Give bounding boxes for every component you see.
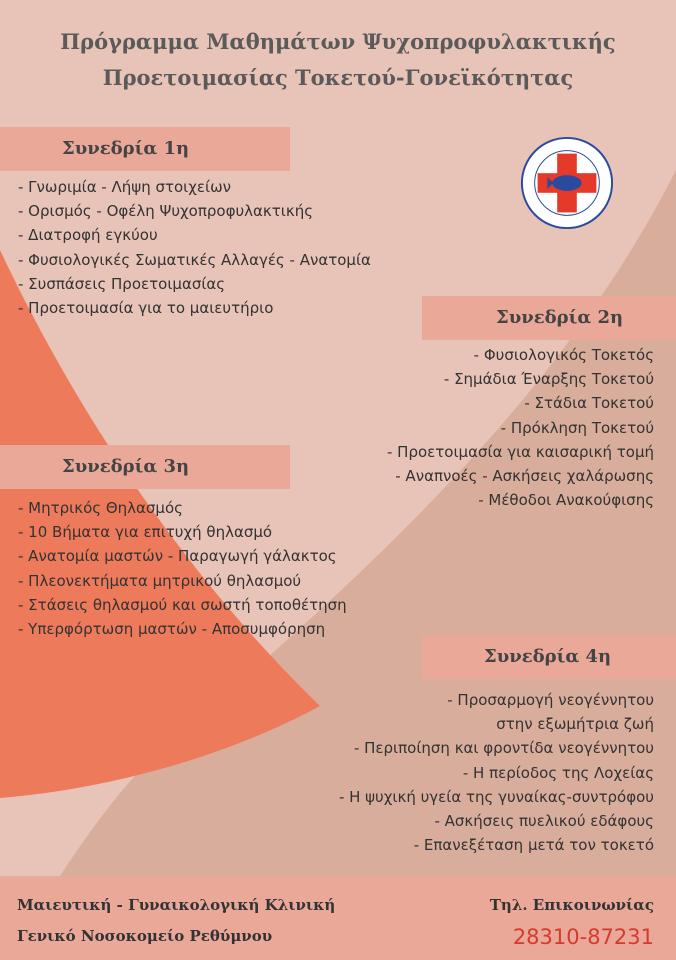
list-item: - Μητρικός Θηλασμός [18, 499, 183, 517]
list-item: - Γνωριμία - Λήψη στοιχείων [18, 178, 232, 196]
list-item: - Η ψυχική υγεία της γυναίκας-συντρόφου [338, 787, 654, 806]
hospital-name: Γενικό Νοσοκομείο Ρεθύμνου [17, 927, 273, 945]
list-item: - Επανεξέταση μετά τον τοκετό [413, 836, 654, 855]
footer-clinic-info [17, 890, 335, 952]
list-item: - Ανατομία μαστών - Παραγωγή γάλακτος [18, 547, 337, 566]
list-item: - Πρόκληση Τοκετού [500, 418, 654, 437]
list-item: - Περιποίηση και φροντίδα νεογέννητου [353, 739, 654, 758]
phone-number: 28310-87231 [512, 925, 654, 949]
session-3-heading: Συνεδρία 3η [0, 445, 290, 489]
session-2-list [387, 343, 654, 512]
list-item: - Αναπνοές - Ασκήσεις χαλάρωσης [395, 467, 654, 486]
list-item: - Στάσεις θηλασμού και σωστή τοποθέτηση [18, 595, 347, 614]
list-item: - Προετοιμασία για το μαιευτήριο [18, 299, 274, 318]
session-1-list [18, 175, 371, 320]
session-4-list [339, 688, 654, 857]
list-item: - Διατροφή εγκύου [18, 226, 158, 245]
list-item: - Πλεονεκτήματα μητρικού θηλασμού [18, 571, 302, 590]
contact-label: Τηλ. Επικοινωνίας [489, 896, 654, 914]
session-4-heading: Συνεδρία 4η [422, 635, 676, 679]
list-item: - Υπερφόρτωση μαστών - Αποσυμφόρηση [18, 620, 326, 639]
hospital-logo-icon [518, 134, 616, 232]
list-item: - Φυσιολογικές Σωματικές Αλλαγές - Ανατομία [18, 250, 371, 269]
page-title [0, 24, 676, 96]
footer-contact [490, 890, 654, 954]
list-item: - Ορισμός - Οφέλη Ψυχοπροφυλακτικής [18, 202, 314, 221]
list-item: - Ασκήσεις πυελικού εδάφους [434, 812, 654, 831]
list-item: - Φυσιολογικός Τοκετός [473, 346, 654, 364]
session-2-heading: Συνεδρία 2η [422, 296, 676, 340]
list-item: - Σημάδια Έναρξης Τοκετού [443, 370, 654, 389]
title-line-1: Πρόγραμμα Μαθημάτων Ψυχοπροφυλακτικής [60, 29, 616, 54]
list-item: - Μέθοδοι Ανακούφισης [478, 491, 654, 510]
list-item: - Προετοιμασία για καισαρική τομή [387, 442, 654, 461]
clinic-name: Μαιευτική - Γυναικολογική Κλινική [17, 896, 336, 914]
list-item: στην εξωμήτρια ζωή [496, 715, 654, 734]
footer [0, 876, 676, 960]
session-3-list [18, 496, 347, 641]
list-item: - Η περίοδος της Λοχείας [462, 763, 654, 782]
list-item: - Συσπάσεις Προετοιμασίας [18, 274, 226, 293]
session-1-heading: Συνεδρία 1η [0, 127, 290, 171]
title-line-2: Προετοιμασίας Τοκετού-Γονεϊκότητας [102, 65, 574, 90]
list-item: - Προσαρμογή νεογέννητου [447, 691, 654, 709]
list-item: - 10 Βήματα για επιτυχή θηλασμό [18, 523, 273, 542]
list-item: - Στάδια Τοκετού [524, 394, 654, 413]
